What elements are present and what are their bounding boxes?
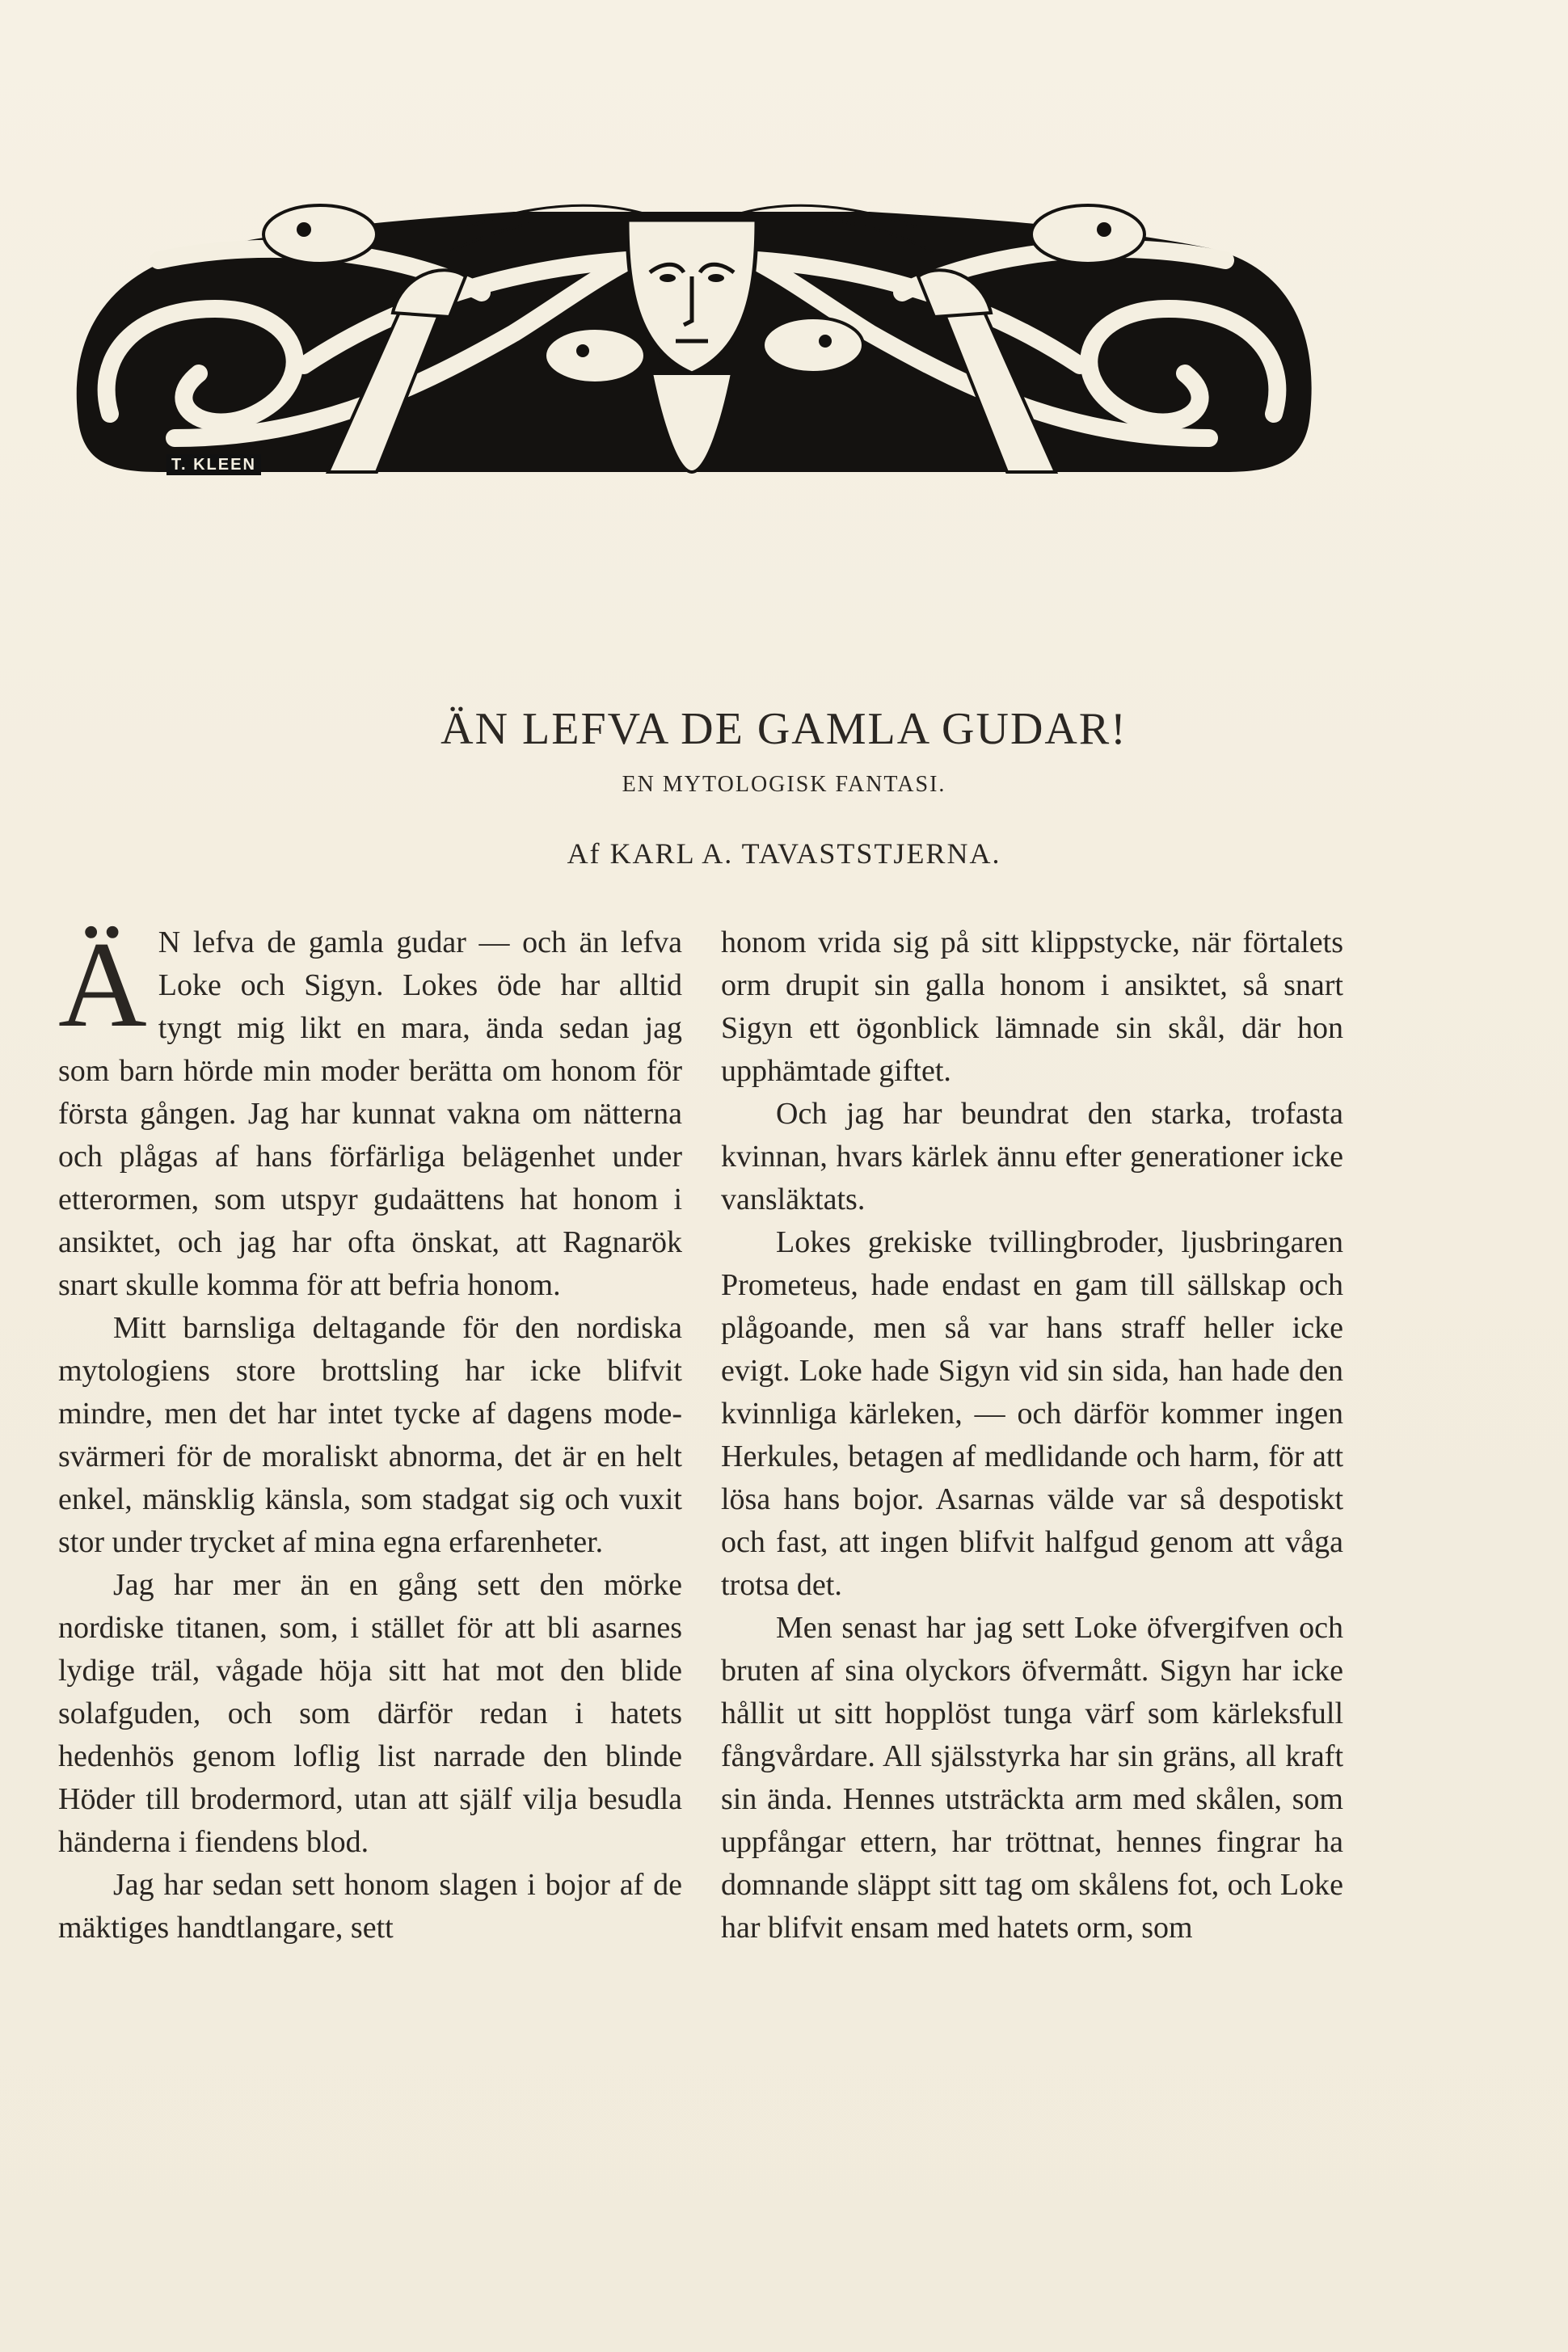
paragraph: Men senast har jag sett Loke öfvergifven och bruten af sina olyckors öfvermått. Sigyn har icke hållit ut sitt hopplöst tunga värf som kärleksfull fångvårdare. All själsstyrka har sin gräns, all kraft sin ända. Hennes utsträckta arm med skålen, som uppfångar ettern, har tröttnat, hennes fingrar ha domnande släppt sitt tag om skålens fot, och Loke har blifvit ensam med hatets orm, som [721,1611,1343,1945]
paragraph: Ä N lefva de gamla gudar — och än lefva Loke och Sigyn. Lokes öde har alltid tyngt mig likt en mara, ända sedan jag som barn hörde min moder berätta om honom för första gången. Jag har kunnat vakna om nätterna och plågas af hans förfärliga belägenhet under etterormen, som utspyr gudaättens hat honom i ansiktet, och jag har ofta önskat, att Ragnarök snart skulle komma för att befria honom. [58,917,682,1302]
article-byline [0,837,1568,870]
paragraph: Mitt barnsliga deltagande för den nordiska mytologiens store brottsling har icke blifvit mindre, men det har intet tycke af dagens mode-svärmeri för de moraliskt abnorma, det är en helt enkel, mänsklig känsla, som stadgat sig och vuxit stor under trycket af mina egna erfarenheter. [58,1311,682,1559]
right-column [721,921,1343,1949]
paragraph: Jag har sedan sett honom slagen i bojor af de mäktiges handtlangare, sett [58,1868,682,1945]
paragraph: Och jag har beundrat den starka, trofasta kvinnan, hvars kärlek ännu efter generationer icke vansläktats. [721,1097,1343,1216]
illustrator-signature: T. KLEEN [166,454,261,475]
paragraph: honom vrida sig på sitt klippstycke, när förtalets orm drupit sin galla honom i ansiktet, så snart Sigyn ett ögonblick lämnade sin skål, där hon upphämtade giftet. [721,925,1343,1088]
paragraph: Lokes grekiske tvillingbroder, ljusbringaren Prometeus, hade endast en gam till sällskap och plågoande, men så var hans straff heller icke evigt. Loke hade Sigyn vid sin sida, han hade den kvinnliga kärleken, — och därför kommer ingen Herkules, betagen af medlidande och harm, för att lösa hans bojor. Asarnas välde var så despotiskt och fast, att ingen blifvit halfgud genom att våga trotsa det. [721,1225,1343,1602]
byline-prefix: Af [567,837,601,870]
paragraph: Jag har mer än en gång sett den mörke nordiske titanen, som, i stället för att bli asarnes lydige träl, vågade höja sitt hat mot den blide solafguden, och som därför redan i hatets hedenhös genom loflig list narrade den blinde Höder till brodermord, utan att själf vilja besudla händerna i fiendens blod. [58,1568,682,1859]
left-column [58,917,682,1949]
drop-cap: Ä [58,917,147,1052]
byline-author: KARL A. TAVASTSTJERNA. [609,837,1001,870]
article-subtitle: EN MYTOLOGISK FANTASI. [622,772,946,797]
art-nouveau-serpents-and-face-icon [61,171,1322,487]
article-title: ÄN LEFVA DE GAMLA GUDAR! [440,704,1128,754]
